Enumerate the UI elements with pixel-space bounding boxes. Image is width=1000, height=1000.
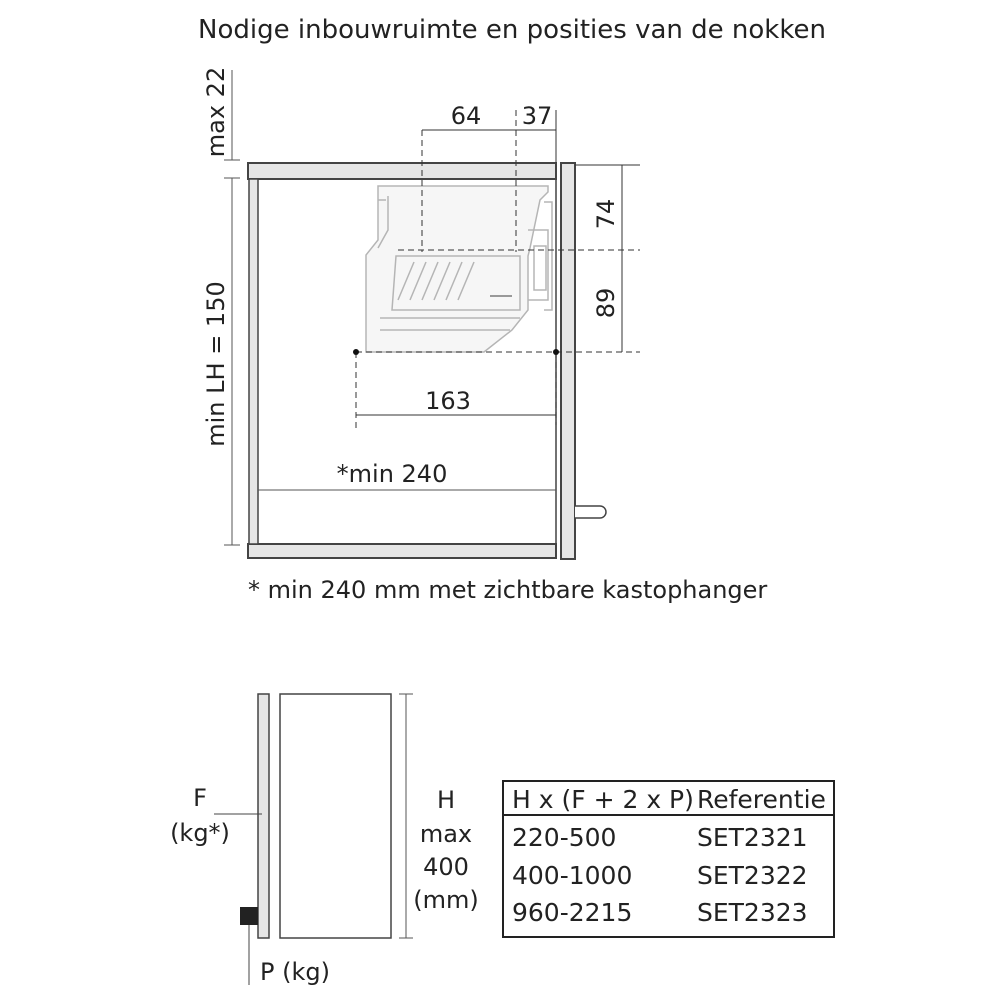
- dim-min-lh-label: min LH = 150: [202, 281, 230, 447]
- dim-37-label: 37: [521, 102, 553, 130]
- table-header-referentie: Referentie: [697, 785, 826, 814]
- dim-min-lh: [202, 178, 240, 545]
- label-h-value: 400: [423, 853, 469, 881]
- label-p: P (kg): [260, 958, 330, 986]
- door-handle-icon: [575, 506, 606, 518]
- dim-max-22-label: max 22: [202, 66, 230, 158]
- label-h-max: max: [419, 820, 473, 848]
- dim-163: [356, 387, 556, 415]
- dim-max-22: [202, 67, 240, 160]
- label-f: F: [193, 784, 207, 812]
- table-cell-reference: SET2323: [697, 898, 808, 927]
- cabinet-door-panel: [561, 163, 575, 559]
- top-cabinet-diagram: [202, 67, 767, 604]
- label-h-unit: (mm): [413, 886, 479, 914]
- table-cell-range: 400-1000: [512, 861, 633, 890]
- hinge-mechanism-icon: [366, 186, 552, 352]
- dim-74-label: 74: [592, 198, 620, 230]
- table-cell-reference: SET2322: [697, 861, 808, 890]
- reference-table: [503, 781, 834, 937]
- table-cell-range: 960-2215: [512, 898, 633, 927]
- footnote: * min 240 mm met zichtbare kastophanger: [248, 576, 768, 604]
- nok-point-left: [353, 349, 359, 355]
- dim-64-37: [422, 102, 556, 163]
- dim-74-89: [575, 165, 640, 352]
- side-panel: [258, 694, 269, 938]
- dim-min-240: [258, 460, 556, 490]
- table-header-hxfp: H x (F + 2 x P): [512, 785, 694, 814]
- dim-89-label: 89: [592, 287, 620, 319]
- cabinet-top-panel: [248, 163, 556, 179]
- page-title: Nodige inbouwruimte en posities van de nokken: [198, 15, 826, 45]
- dim-64-label: 64: [450, 102, 482, 130]
- label-h: H: [436, 786, 456, 814]
- table-cell-range: 220-500: [512, 823, 617, 852]
- nok-point-right: [553, 349, 559, 355]
- dim-163-label: 163: [425, 387, 471, 415]
- table-cell-reference: SET2321: [697, 823, 808, 852]
- dim-min-240-label: *min 240: [336, 460, 448, 488]
- weight-block-icon: [240, 907, 258, 925]
- door-rectangle: [280, 694, 391, 938]
- cabinet-back-wall: [249, 179, 258, 544]
- cabinet-bottom-panel: [248, 544, 556, 558]
- label-f-unit: (kg*): [170, 819, 230, 847]
- bottom-door-diagram: [170, 694, 479, 986]
